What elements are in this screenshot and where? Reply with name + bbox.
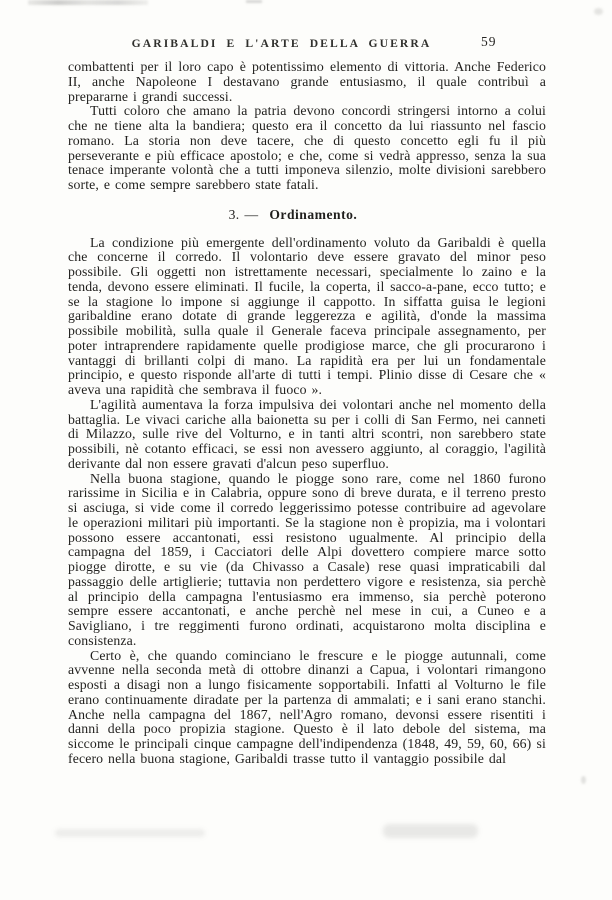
paragraph-tutti-coloro: Tutti coloro che amano la patria devono concordi stringersi intorno a colui che ne tiene alta la bandiera; questo era il concetto da lui riassunto nel fascio romano. La storia non deve tacere, che di questo concetto egli fu il più perseverante e più efficace apostolo; e che, come si vedrà appresso, senza la sua tenace imperante volontà che a tutti imponeva silenzio, molte divisioni sarebbero sorte, e come sempre sarebbero state fatali. [68, 103, 546, 192]
running-header [68, 37, 495, 50]
scan-artifact [55, 829, 205, 837]
section-number: 3. — [228, 206, 259, 222]
page-body [68, 60, 546, 767]
paragraph-combattenti: combattenti per il loro capo è potentissimo elemento di vittoria. Anche Federico II, anche Napoleone I destavano grande entusiasmo, il quale contribuì a prepararne i grandi successi. [68, 59, 546, 104]
paragraph-agilita: L'agilità aumentava la forza impulsiva dei volontari anche nel momento della battaglia. Le vivaci cariche alla baionetta su per i colli di San Fermo, nei canneti di Milazzo, sulle rive del Volturno, e in tanti altri scontri, non sarebbero state possibili, nè cotanto efficaci, se essi non avessero aggiunto, al coraggio, l'agilità derivante dal non essere gravati d'alcun peso superfluo. [68, 396, 546, 471]
scan-artifact [246, 0, 262, 3]
paragraph-certo-e: Certo è, che quando cominciano le frescure e le piogge autunnali, come avvenne nella seconda metà di ottobre dinanzi a Capua, i volontari rimangono esposti a disagi non a lungo fisicamente sopportabili. Infatti al Volturno le file erano continuamente diradate per la partenza di ammalati; e i sani erano stanchi. Anche nella campagna del 1867, nell'Agro romano, devonsi essere risentiti i danni della poco propizia stagione. Questo è il lato debole del sistema, ma siccome le principali cinque campagne dell'indipendenza (1848, 49, 59, 60, 66) si fecero nella buona stagione, Garibaldi trasse tutto il vantaggio possibile dal [68, 647, 546, 766]
section-heading [68, 208, 546, 223]
scan-artifact [383, 824, 478, 838]
paragraph-la-condizione: La condizione più emergente dell'ordinamento voluto da Garibaldi è quella che concerne il corredo. Il volontario deve essere gravato del minor peso possibile. Gli oggetti non istrettamente necessari, specialmente lo zaino e la tenda, devono essere eliminati. Il fucile, la coperta, il sacco-a-pane, ecco tutto; e se la stagione lo impone si aggiunge il cappotto. In siffatta guisa le legioni garibaldine erano dotate di grande leggerezza e agilità, d'onde la massima possibile mobilità, sulla quale il Generale faceva principale assegnamento, per poter intraprendere rapidamente quelle prodigiose marce, che gli procurarono i vantaggi di brillanti colpi di mano. La rapidità era per lui un fondamentale principio, e questo risponde all'arte di tutti i tempi. Plinio disse di Cesare che « aveva una rapidità che sembrava il fuoco ». [68, 234, 546, 397]
scan-artifact [581, 776, 586, 784]
page-number: 59 [481, 34, 497, 49]
scan-artifact [28, 0, 148, 5]
scan-artifact [594, 8, 603, 15]
section-title: Ordinamento. [269, 206, 358, 222]
paragraph-nella-buona-stagione: Nella buona stagione, quando le piogge sono rare, come nel 1860 furono rarissime in Sicilia e in Calabria, oppure sono di breve durata, e il terreno presto si asciuga, si vide come il corredo leggerissimo potesse contribuire ad agevolare le operazioni militari più importanti. Se la stagione non è propizia, ma i volontari possono essere accantonati, essi resistono ugualmente. Al principio della campagna del 1859, i Cacciatori delle Alpi dovettero compiere marce sotto piogge dirotte, e su vie (da Chivasso a Casale) rese quasi impraticabili dal passaggio delle artiglierie; tuttavia non perdettero vigore e resistenza, sia perchè al principio della campagna l'entusiasmo era immenso, sia perchè poterono sempre essere accantonati, e anche perchè nel mese in cui, a Cuneo e a Savigliano, i tre reggimenti furono ordinati, acquistarono molta disciplina e consistenza. [68, 470, 546, 648]
running-title: GARIBALDI E L'ARTE DELLA GUERRA [131, 37, 432, 50]
